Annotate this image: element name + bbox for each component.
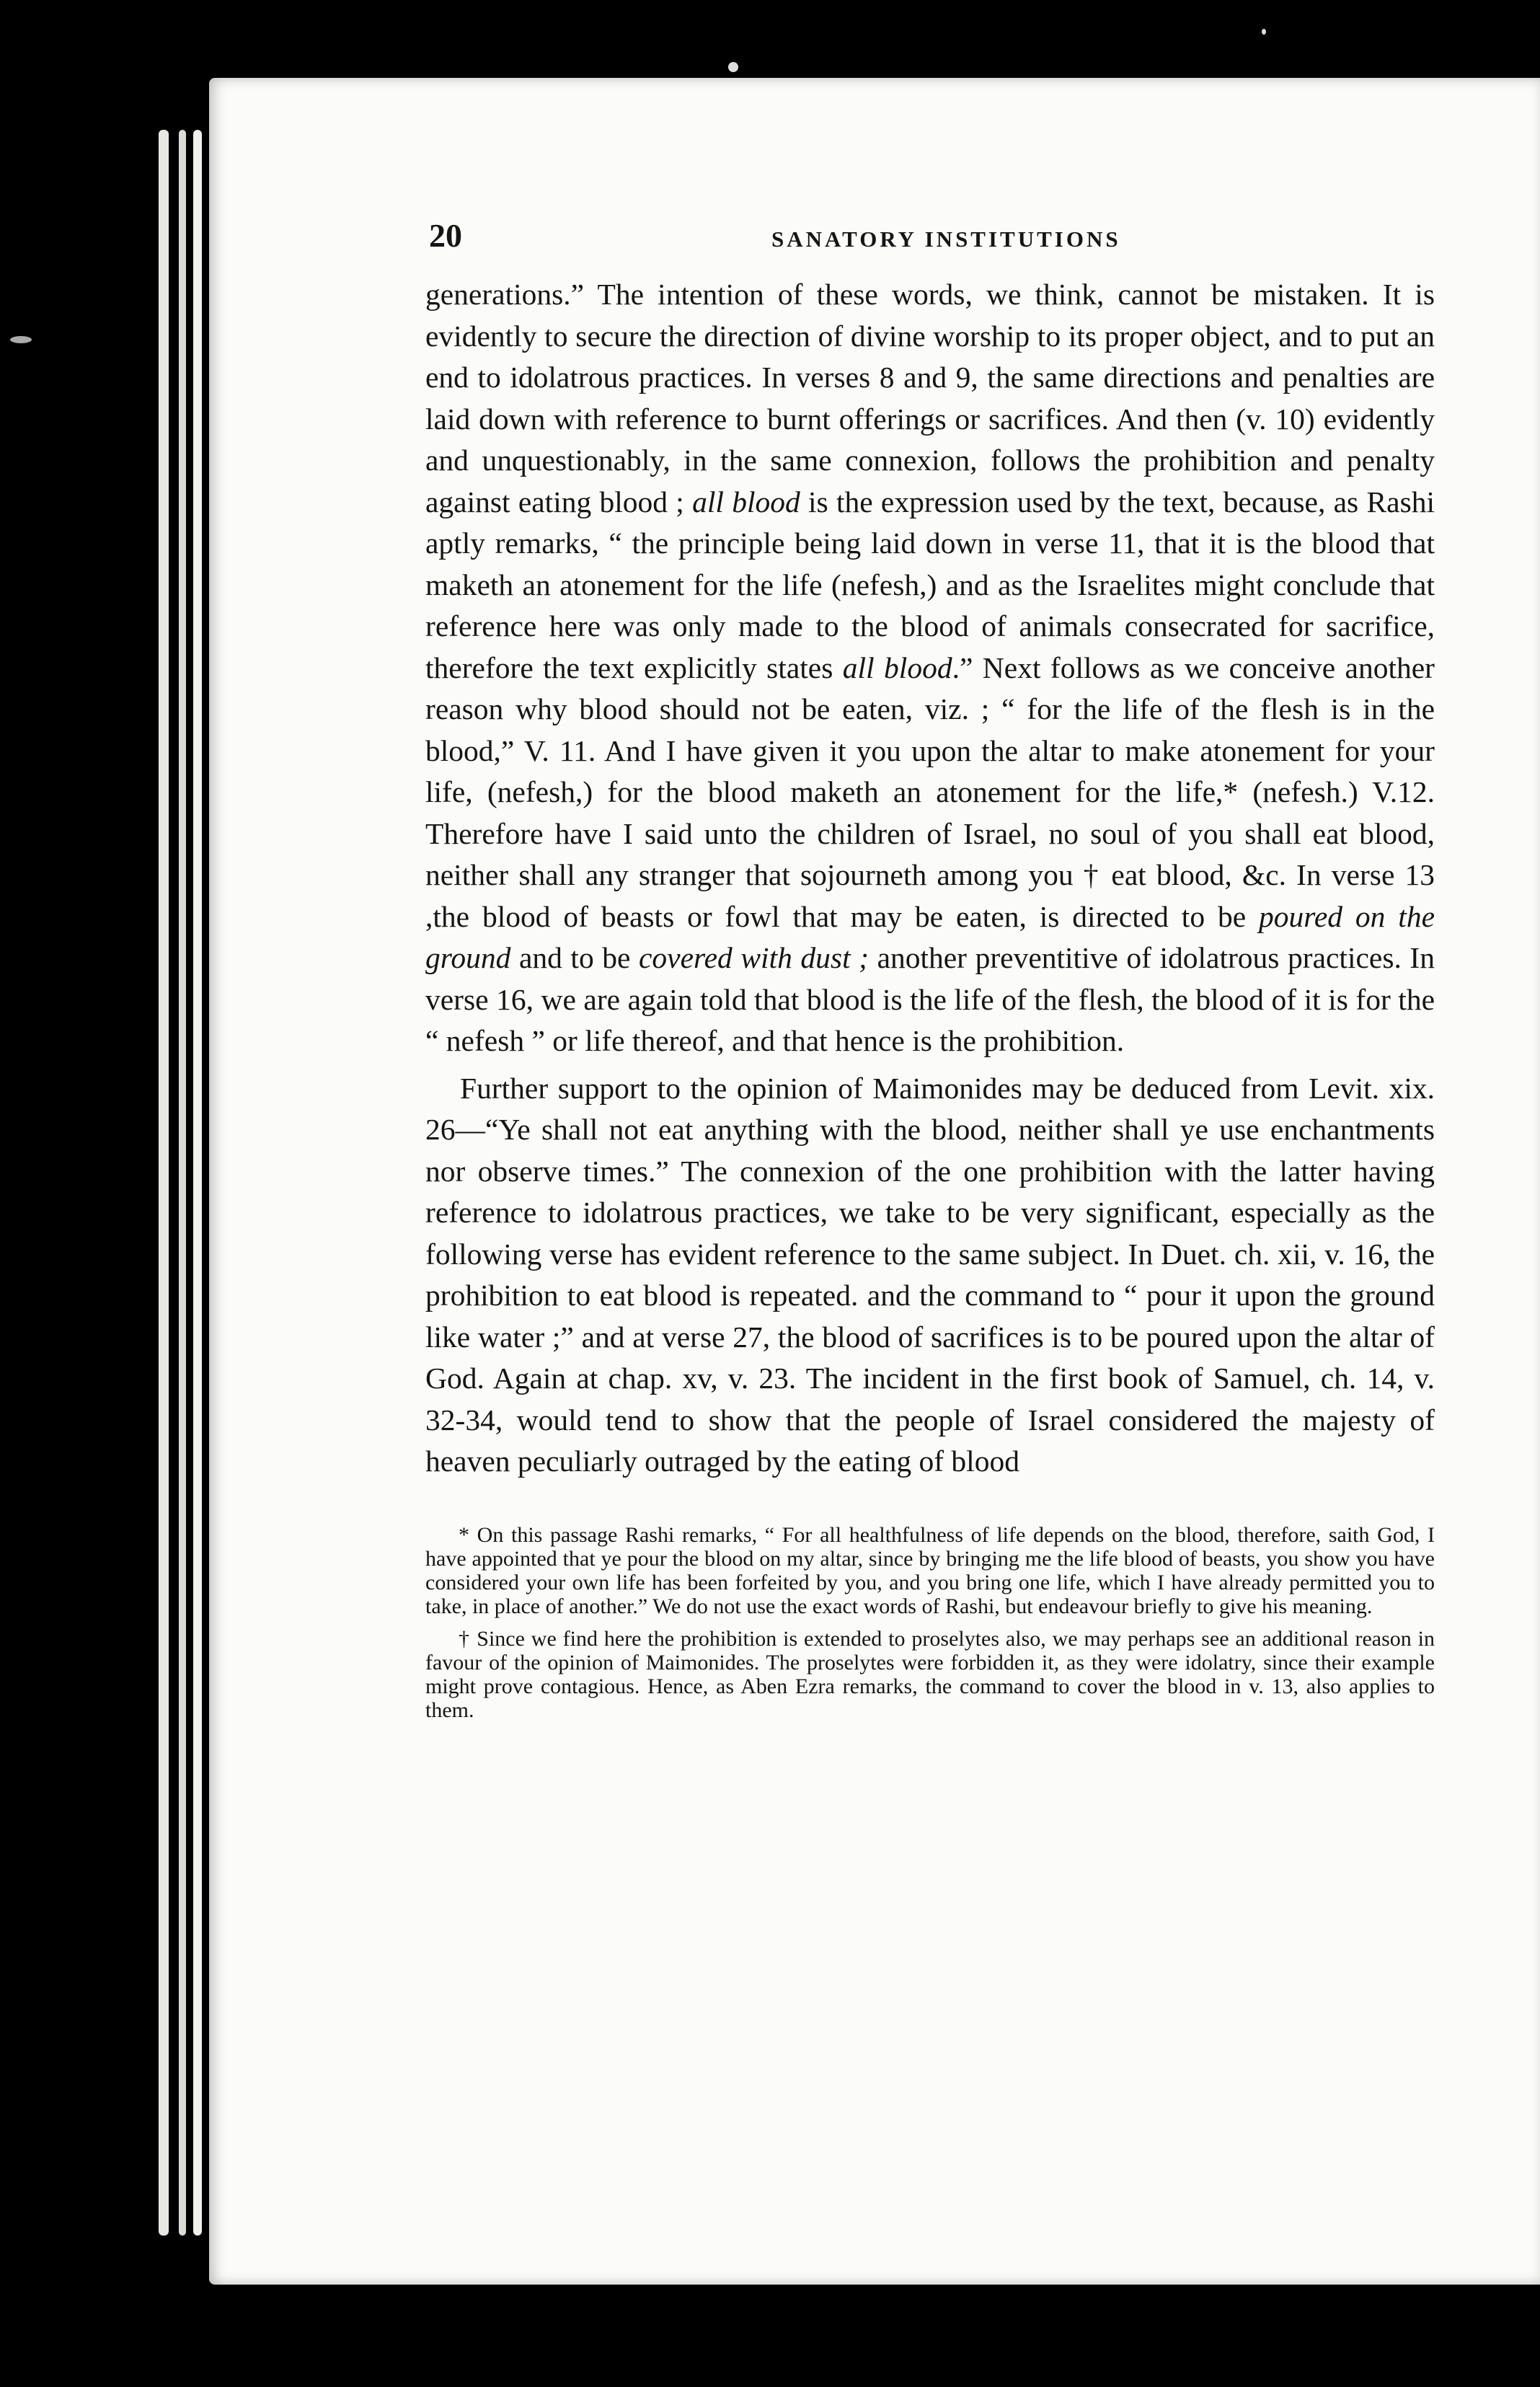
page-number: 20 <box>429 217 462 254</box>
emphasis-text: covered with dust ; <box>639 941 869 974</box>
page-edge <box>193 130 202 2236</box>
emphasis-text: poured on the ground <box>425 899 1435 974</box>
body-paragraph: Further support to the opinion of Maimonides may be deduced from Levit. xix. 26—“Ye shall not eat anything with the blood, neither shall ye use enchantments nor observe times.” The connexion of the one prohibition with the latter having reference to idolatrous practices, we take to be very significant, especially as the following verse has evident reference to the same subject. In Duet. ch. xii, v. 16, the prohibition to eat blood is repeated. and the command to “ pour it upon the ground like water ;” and at verse 27, the blood of sacrifices is to be poured upon the altar of God. Again at chap. xv, v. 23. The incident in the first book of Samuel, ch. 14, v. 32-34, would tend to show that the people of Israel considered the majesty of heaven peculiarly outraged by the eating of blood <box>425 1071 1435 1478</box>
page-edge <box>179 130 186 2236</box>
footnotes <box>425 1523 1435 1722</box>
paragraph-text: .” Next follows as we conceive another reason why blood should not be eaten, viz. ; “ for the life of the flesh is in the blood,” V. 11. And I have given it you upon the altar to make atonement for your life, (nefesh,) for the blood maketh an atonement for the life,* (nefesh.) V.12. Therefore have I said unto the children of Israel, no soul of you shall eat blood, neither shall any stranger that sojourneth among you † eat blood, &c. In verse 13 ,the blood of beasts or fowl that may be eaten, is directed to be <box>425 650 1435 933</box>
page-content <box>425 216 1435 1731</box>
emphasis-text: all blood <box>692 485 800 519</box>
dust-speck <box>10 336 32 343</box>
paragraph-text: and to be <box>510 941 640 974</box>
paragraph-text: is the expression used by the text, because, as Rashi aptly remarks, “ the principle being laid down in verse 11, that it is the blood that maketh an atonement for the life (nefesh,) and as the Israelites might conclude that reference here was only made to the blood of animals consecrated for sacrifice, therefore the text explicitly states <box>425 485 1435 684</box>
dust-speck <box>1262 29 1266 35</box>
body-paragraph <box>425 274 1435 1062</box>
dust-speck <box>728 62 738 72</box>
running-head-title: SANATORY INSTITUTIONS <box>771 226 1121 252</box>
footnote: * On this passage Rashi remarks, “ For all healthfulness of life depends on the blood, therefore, saith God, I have appointed that ye pour the blood on my altar, since by bringing me the life blood of beasts, you show you have considered your own life has been forfeited by you, and you bring one life, which I have already permitted you to take, in place of another.” We do not use the exact words of Rashi, but endeavour briefly to give his meaning. <box>425 1522 1435 1618</box>
running-head <box>425 216 1435 274</box>
paragraph-text: generations.” The intention of these words, we think, cannot be mistaken. It is evidently to secure the direction of divine worship to its proper object, and to put an end to idolatrous practices. In verses 8 and 9, the same directions and penalties are laid down with reference to burnt offerings or sacrifices. And then (v. 10) evidently and unquestionably, in the same connexion, follows the prohibition and penalty against eating blood ; <box>425 278 1435 519</box>
footnote: † Since we find here the prohibition is extended to proselytes also, we may perhaps see an additional reason in favour of the opinion of Maimonides. The proselytes were forbidden it, as they were idolatry, since their example might prove contagious. Hence, as Aben Ezra remarks, the command to cover the blood in v. 13, also applies to them. <box>425 1626 1435 1722</box>
emphasis-text: all blood <box>842 650 952 684</box>
paragraph-text: another preventitive of idolatrous practices. In verse 16, we are again told that blood is the life of the flesh, the blood of it is for the “ nefesh ” or life thereof, and that hence is the prohibition. <box>425 941 1435 1057</box>
page-edge <box>159 130 169 2236</box>
